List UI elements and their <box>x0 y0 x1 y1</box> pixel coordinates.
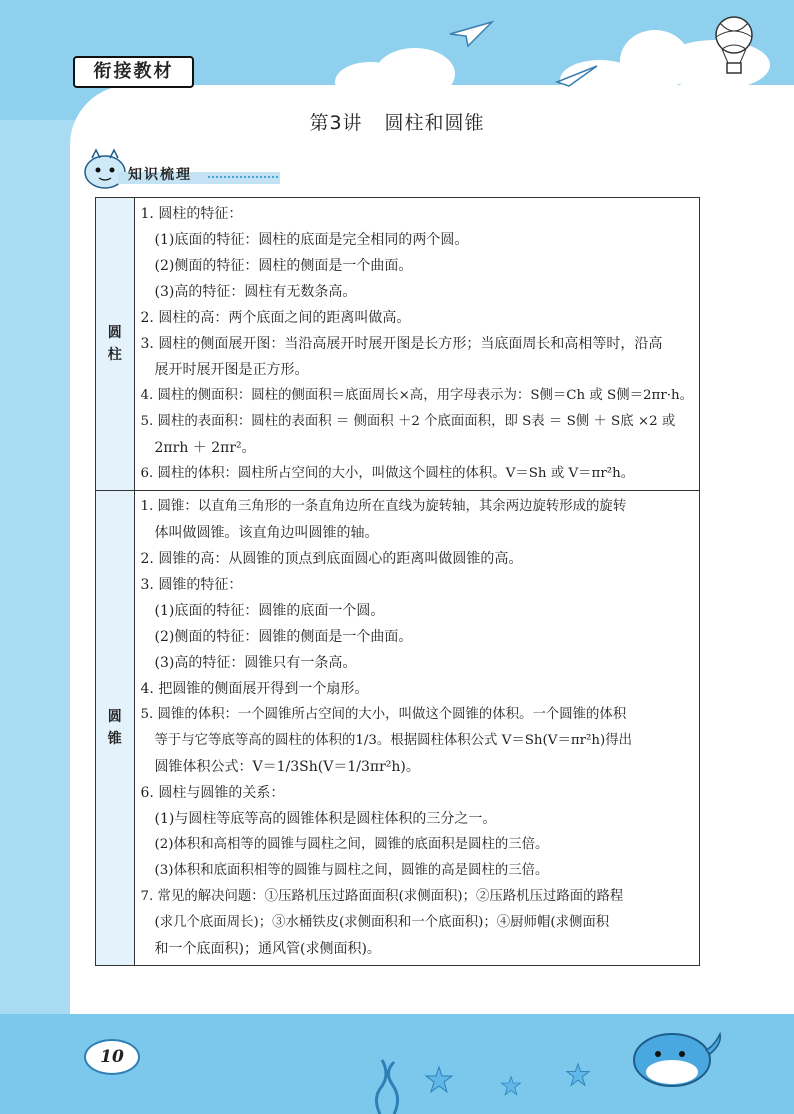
list-item: (1)与圆柱等底等高的圆锥体积是圆柱体积的三分之一。 <box>154 811 497 827</box>
list-item: 和一个底面积)；通风管(求侧面积)。 <box>154 941 381 957</box>
starfish-icon <box>565 1062 591 1088</box>
lecture-number: 第3讲 <box>309 112 363 134</box>
list-item: 4. 把圆锥的侧面展开得到一个扇形。 <box>140 681 369 697</box>
page-number: 10 <box>84 1039 140 1075</box>
list-item: 等于与它等底等高的圆柱的体积的1/3。根据圆柱体积公式 V＝Sh(V＝πr²h)得出 <box>154 733 633 748</box>
list-item: 5. 圆锥的体积：一个圆锥所占空间的大小，叫做这个圆锥的体积。一个圆锥的体积 <box>140 707 627 722</box>
starfish-icon <box>500 1075 522 1097</box>
list-item: 1. 圆锥：以直角三角形的一条直角边所在直线为旋转轴，其余两边旋转形成的旋转 <box>140 499 627 514</box>
side-label-text: 圆柱 <box>107 325 122 363</box>
section-label: 知识梳理 <box>128 167 192 183</box>
hot-air-balloon-icon <box>708 15 760 77</box>
list-item: 6. 圆柱的体积：圆柱所占空间的大小，叫做这个圆柱的体积。V＝Sh 或 V＝πr²h。 <box>140 466 635 481</box>
list-item: 5. 圆柱的表面积：圆柱的表面积 ＝ 侧面积 ＋2 个底面面积，即 S表 ＝ S侧 ＋ S底 ×2 或 <box>140 414 676 429</box>
list-item: 3. 圆柱的侧面展开图：当沿高展开时展开图是长方形；当底面周长和高相等时，沿高 <box>140 336 663 352</box>
seaweed-icon <box>370 1058 410 1114</box>
textbook-tag: 衔接教材 <box>73 56 194 88</box>
side-label-text: 圆锥 <box>107 709 122 747</box>
lecture-topic: 圆柱和圆锥 <box>384 112 485 134</box>
list-item: 展开时展开图是正方形。 <box>154 362 309 378</box>
paper-plane-icon <box>448 20 494 48</box>
list-item: (3)体积和底面积相等的圆锥与圆柱之间，圆锥的高是圆柱的三倍。 <box>154 863 549 878</box>
list-item: 7. 常见的解决问题：①压路机压过路面面积(求侧面积)；②压路机压过路面的路程 <box>140 889 624 904</box>
cylinder-content <box>134 198 699 491</box>
cylinder-side-label <box>96 198 135 491</box>
list-item: (求几个底面周长)；③水桶铁皮(求侧面积和一个底面积)；④厨师帽(求侧面积 <box>154 915 610 930</box>
list-item: (3)高的特征：圆柱有无数条高。 <box>154 284 357 300</box>
list-item: 体叫做圆锥。该直角边叫圆锥的轴。 <box>154 525 379 541</box>
list-item: (3)高的特征：圆锥只有一条高。 <box>154 655 357 671</box>
knowledge-table <box>95 197 700 966</box>
list-item: 4. 圆柱的侧面积：圆柱的侧面积＝底面周长×高，用字母表示为：S侧＝Ch 或 S侧＝2πr·h。 <box>140 388 693 403</box>
section-dots <box>208 176 278 178</box>
cone-content <box>134 491 699 966</box>
list-item: 6. 圆柱与圆锥的关系： <box>140 785 285 801</box>
paper-plane-icon <box>555 62 599 88</box>
list-item: (1)底面的特征：圆锥的底面一个圆。 <box>154 603 385 619</box>
list-item: 1. 圆柱的特征： <box>140 206 243 222</box>
list-item: (2)侧面的特征：圆锥的侧面是一个曲面。 <box>154 629 413 645</box>
list-item: (2)侧面的特征：圆柱的侧面是一个曲面。 <box>154 258 413 274</box>
whale-icon <box>630 1020 725 1090</box>
starfish-icon <box>424 1065 454 1095</box>
cylinder-row <box>96 198 700 491</box>
list-item: 3. 圆锥的特征： <box>140 577 243 593</box>
list-item: (2)体积和高相等的圆锥与圆柱之间，圆锥的底面积是圆柱的三倍。 <box>154 837 549 852</box>
list-item: 圆锥体积公式：V＝1/3Sh(V＝1/3πr²h)。 <box>154 759 420 775</box>
list-item: 2. 圆柱的高：两个底面之间的距离叫做高。 <box>140 310 411 326</box>
cone-row <box>96 491 700 966</box>
list-item: (1)底面的特征：圆柱的底面是完全相同的两个圆。 <box>154 232 469 248</box>
cone-side-label <box>96 491 135 966</box>
page-title <box>0 108 794 135</box>
list-item: 2. 圆锥的高：从圆锥的顶点到底面圆心的距离叫做圆锥的高。 <box>140 551 523 567</box>
list-item: 2πrh ＋ 2πr²。 <box>154 440 256 456</box>
